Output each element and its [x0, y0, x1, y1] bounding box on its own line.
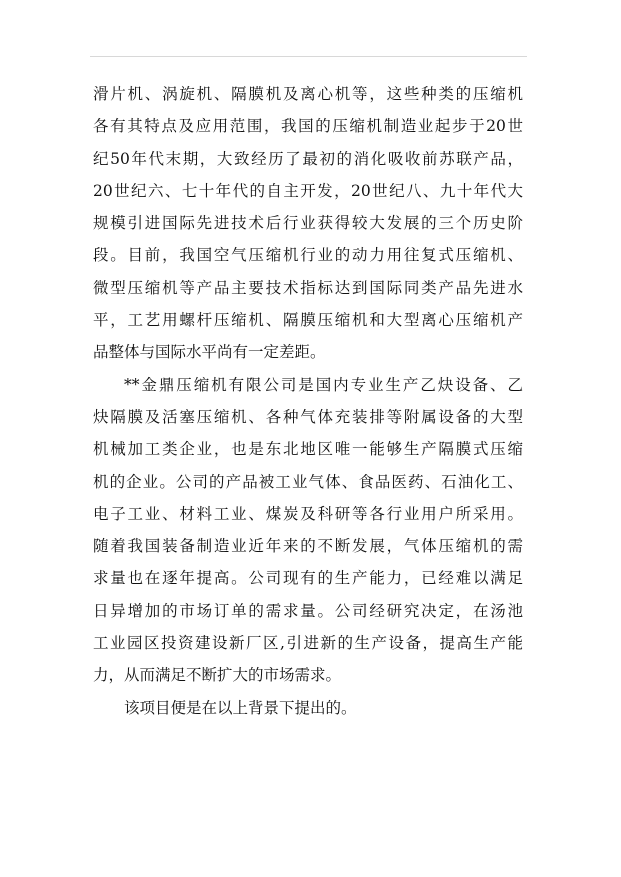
paragraph-2-line: 求量也在逐年提高。公司现有的生产能力，已经难以满足 — [93, 569, 523, 588]
paragraph-2-line: 随着我国装备制造业近年来的不断发展，气体压缩机的需 — [93, 537, 523, 556]
paragraph-2-line: 日异增加的市场订单的需求量。公司经研究决定，在汤池 — [93, 601, 523, 620]
paragraph-2-line: 电子工业、材料工业、煤炭及科研等各行业用户所采用。 — [93, 504, 523, 523]
paragraph-2-line: **金鼎压缩机有限公司是国内专业生产乙炔设备、乙 — [124, 375, 523, 394]
paragraph-3-line: 该项目便是在以上背景下提出的。 — [124, 698, 357, 717]
paragraph-1-line: 微型压缩机等产品主要技术指标达到国际同类产品先进水 — [93, 278, 523, 297]
paragraph-2-line: 机械加工类企业，也是东北地区唯一能够生产隔膜式压缩 — [93, 440, 523, 459]
body-text — [93, 78, 523, 724]
paragraph-1-line: 平，工艺用螺杆压缩机、隔膜压缩机和大型离心压缩机产 — [93, 311, 523, 330]
paragraph-2-line: 炔隔膜及活塞压缩机、各种气体充装排等附属设备的大型 — [93, 407, 523, 426]
paragraph-1-line: 20世纪六、七十年代的自主开发，20世纪八、九十年代大 — [93, 181, 523, 200]
paragraph-2-line: 力，从而满足不断扩大的市场需求。 — [93, 666, 342, 685]
paragraph-1-line: 段。目前，我国空气压缩机行业的动力用往复式压缩机、 — [93, 246, 523, 265]
paragraph-1-line: 滑片机、涡旋机、隔膜机及离心机等，这些种类的压缩机 — [93, 85, 523, 103]
paragraph-2-line: 工业园区投资建设新厂区,引进新的生产设备，提高生产能 — [93, 634, 523, 653]
paragraph-1-line: 各有其特点及应用范围，我国的压缩机制造业起步于20世 — [93, 117, 523, 136]
paragraph-1-line: 品整体与国际水平尚有一定差距。 — [93, 343, 326, 362]
paragraph-2-line: 机的企业。公司的产品被工业气体、食品医药、石油化工、 — [93, 472, 523, 491]
paragraph-1-line: 规模引进国际先进技术后行业获得较大发展的三个历史阶 — [93, 214, 523, 233]
paragraph-1-line: 纪50年代末期，大致经历了最初的消化吸收前苏联产品， — [93, 149, 523, 168]
header-rule — [90, 56, 527, 57]
